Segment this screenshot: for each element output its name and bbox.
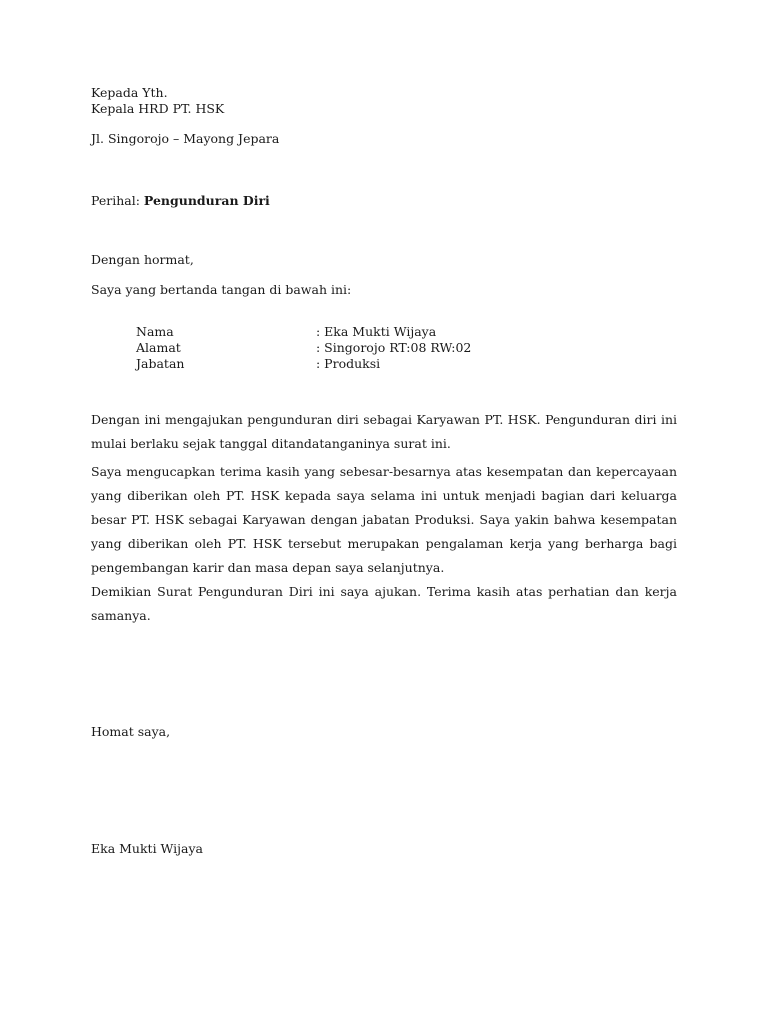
subject-label: Perihal: (91, 193, 144, 208)
closing: Homat saya, (91, 724, 171, 739)
body-paragraph-1: Dengan ini mengajukan pengunduran diri sebagai Karyawan PT. HSK. Pengunduran diri ini mulai berlaku sejak tanggal ditandatanganinya surat ini. (91, 412, 677, 451)
recipient-line-2: Kepala HRD PT. HSK (91, 101, 225, 116)
body-paragraph-3: Demikian Surat Pengunduran Diri ini saya ajukan. Terima kasih atas perhatian dan kerja samanya. (91, 584, 677, 623)
greeting: Dengan hormat, (91, 252, 194, 267)
field-label: Jabatan (136, 356, 185, 371)
field-label: Alamat (136, 340, 181, 355)
body-paragraph-2: Saya mengucapkan terima kasih yang sebesar-besarnya atas kesempatan dan kepercayaan yang diberikan oleh PT. HSK kepada saya selama ini untuk menjadi bagian dari keluarga besar PT. HSK sebagai Karyawan dengan jabatan Produksi. Saya yakin bahwa kesempatan yang diberikan oleh PT. HSK tersebut merupakan pengalaman kerja yang berharga bagi pengembangan karir dan masa depan saya selanjutnya. (91, 464, 677, 575)
signature-name: Eka Mukti Wijaya (91, 841, 204, 856)
field-label: Nama (136, 324, 174, 339)
field-value: : Eka Mukti Wijaya (316, 324, 437, 339)
recipient-address: Jl. Singorojo – Mayong Jepara (91, 131, 280, 146)
field-value: : Singorojo RT:08 RW:02 (316, 340, 472, 355)
subject-line (91, 193, 270, 209)
field-value: : Produksi (316, 356, 381, 371)
subject-value: Pengunduran Diri (143, 193, 270, 208)
intro-text: Saya yang bertanda tangan di bawah ini: (91, 282, 352, 297)
recipient-line-1: Kepada Yth. (91, 85, 168, 100)
